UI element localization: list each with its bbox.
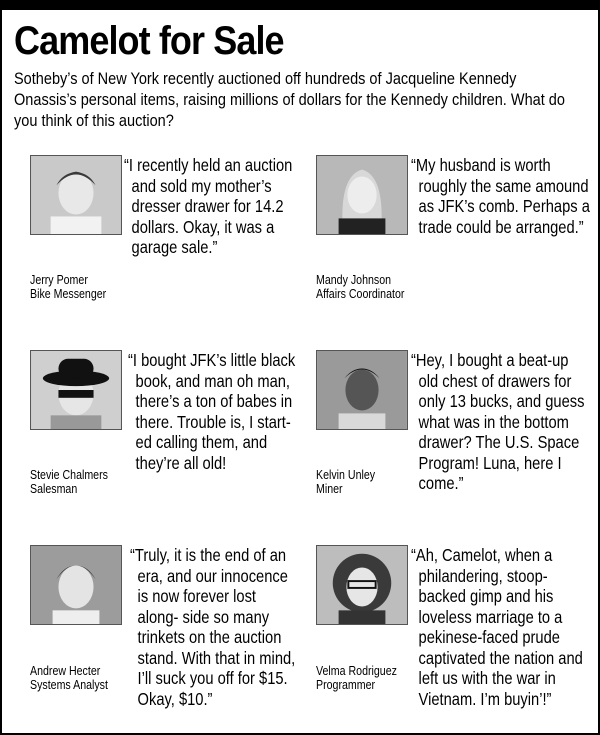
- respondent-caption: [316, 468, 375, 496]
- portrait-photo: [30, 545, 122, 625]
- respondent-caption: [30, 273, 106, 301]
- respondent-title: Affairs Coordinator: [316, 287, 405, 301]
- quote-text: “Hey, I bought a beat-up old chest of drawers for only 13 bucks, and guess what was in the bottom drawer? The U.S. Space Program! Luna, here I come.”: [411, 350, 585, 493]
- respondent-caption: [316, 273, 404, 301]
- headline: Camelot for Sale: [14, 19, 284, 63]
- portrait-photo: [316, 350, 408, 430]
- quote-text: “Ah, Camelot, when a philandering, stoop- backed gimp and his loveless marriage to a pekinese-faced prude captivated the nation and left us with the war in Vietnam. I’m buyin’!”: [411, 545, 583, 709]
- respondent-title: Bike Messenger: [30, 287, 107, 301]
- respondent-title: Salesman: [30, 482, 78, 496]
- respondent-name: Jerry Pomer: [30, 273, 88, 287]
- portrait-photo: [30, 155, 122, 235]
- respondent-name: Stevie Chalmers: [30, 468, 108, 482]
- quote-text: “My husband is worth roughly the same amound as JFK’s comb. Perhaps a trade could be arranged.”: [411, 155, 590, 237]
- respondent-name: Andrew Hecter: [30, 664, 101, 678]
- respondent-title: Programmer: [316, 678, 376, 692]
- quote-text: “I recently held an auction and sold my mother’s dresser drawer for 14.2 dollars. Okay, it was a garage sale.”: [124, 155, 293, 257]
- respondent-caption: [30, 468, 108, 496]
- respondent-name: Kelvin Unley: [316, 468, 376, 482]
- portrait-photo: [316, 155, 408, 235]
- portrait-photo: [30, 350, 122, 430]
- respondent-title: Miner: [316, 482, 343, 496]
- respondent-name: Velma Rodriguez: [316, 664, 397, 678]
- portrait-photo: [316, 545, 408, 625]
- respondent-title: Systems Analyst: [30, 678, 108, 692]
- respondent-name: Mandy Johnson: [316, 273, 392, 287]
- respondent-caption: [316, 664, 397, 692]
- respondent-caption: [30, 664, 108, 692]
- quote-text: “Truly, it is the end of an era, and our innocence is now forever lost along- side so many trinkets on the auction stand. With that in mind, I’ll suck you off for $15. Okay, $10.”: [130, 545, 296, 709]
- quote-text: “I bought JFK’s little black book, and man oh man, there’s a ton of babes in there. Trouble is, I start- ed calling them, and they’re all old!: [128, 350, 296, 473]
- intro-text: Sotheby’s of New York recently auctioned off hundreds of Jacqueline Kennedy Onassis’s personal items, raising millions of dollars for the Kennedy children. What do you think of this auction?: [14, 70, 565, 130]
